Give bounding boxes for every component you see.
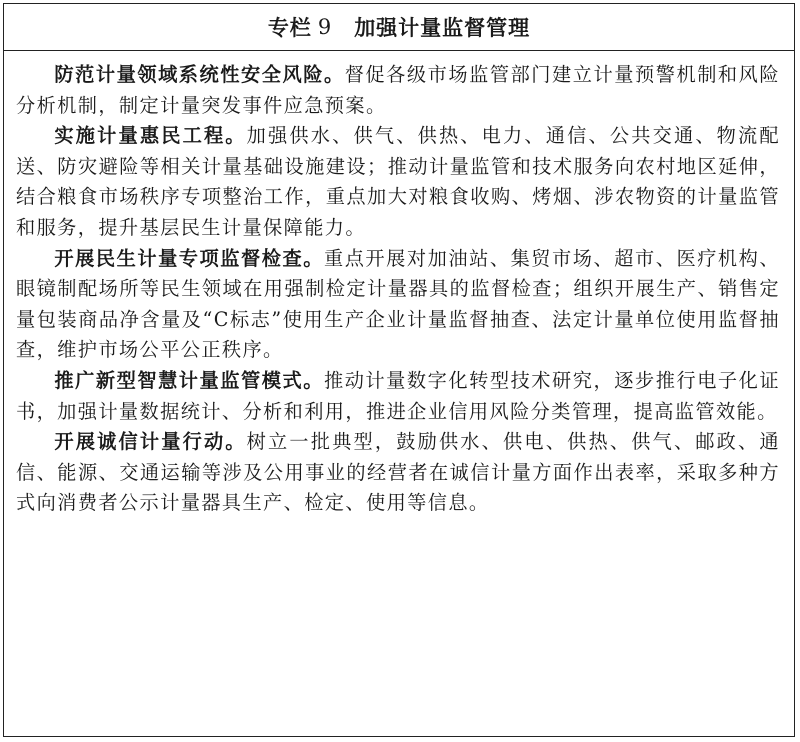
paragraph-lead: 实施计量惠民工程。 [54, 124, 247, 148]
paragraph-body: 推动计量数字化转型技术研究，逐步推行电子化证书，加强计量数据统计、分析和利用，推进企业信用风险分类管理，提高监管效能。 [16, 368, 780, 423]
column-box [3, 3, 795, 737]
paragraph-lead: 防范计量领域系统性安全风险。 [54, 63, 345, 86]
paragraph-lead: 开展诚信计量行动。 [54, 430, 247, 454]
column-prefix: 专栏 [267, 16, 312, 40]
column-number: 9 [317, 15, 333, 39]
paragraph-integrity-action [16, 427, 780, 519]
paragraph-body: 树立一批典型，鼓励供水、供电、供热、供气、邮政、通信、能源、交通运输等涉及公用事业的经营者在诚信计量方面作出表率，采取多种方式向消费者公示计量器具生产、检定、使用等信息。 [16, 430, 780, 515]
paragraph-smart-supervision [16, 366, 780, 427]
paragraph-lead: 推广新型智慧计量监管模式。 [54, 368, 324, 392]
column-title: 加强计量监督管理 [354, 16, 531, 40]
paragraph-risk-prevention [16, 60, 780, 121]
column-content [4, 51, 794, 519]
paragraph-body: 重点开展对加油站、集贸市场、超市、医疗机构、眼镜制配场所等民生领域在用强制检定计量器具的监督检查；组织开展生产、销售定量包装商品净含量及“C标志”使用生产企业计量监督抽查、法定计量单位使用监督抽查，维护市场公平公正秩序。 [16, 246, 780, 362]
paragraph-public-benefit [16, 121, 780, 243]
paragraph-body: 加强供水、供气、供热、电力、通信、公共交通、物流配送、防灾避险等相关计量基础设施建设；推动计量监管和技术服务向农村地区延伸，结合粮食市场秩序专项整治工作，重点加大对粮食收购、烤烟、涉农物资的计量监管和服务，提升基层民生计量保障能力。 [16, 124, 780, 239]
paragraph-body: 督促各级市场监管部门建立计量预警机制和风险分析机制，制定计量突发事件应急预案。 [16, 63, 780, 117]
column-header [4, 4, 794, 51]
paragraph-lead: 开展民生计量专项监督检查。 [54, 246, 324, 270]
paragraph-special-inspection [16, 244, 780, 366]
